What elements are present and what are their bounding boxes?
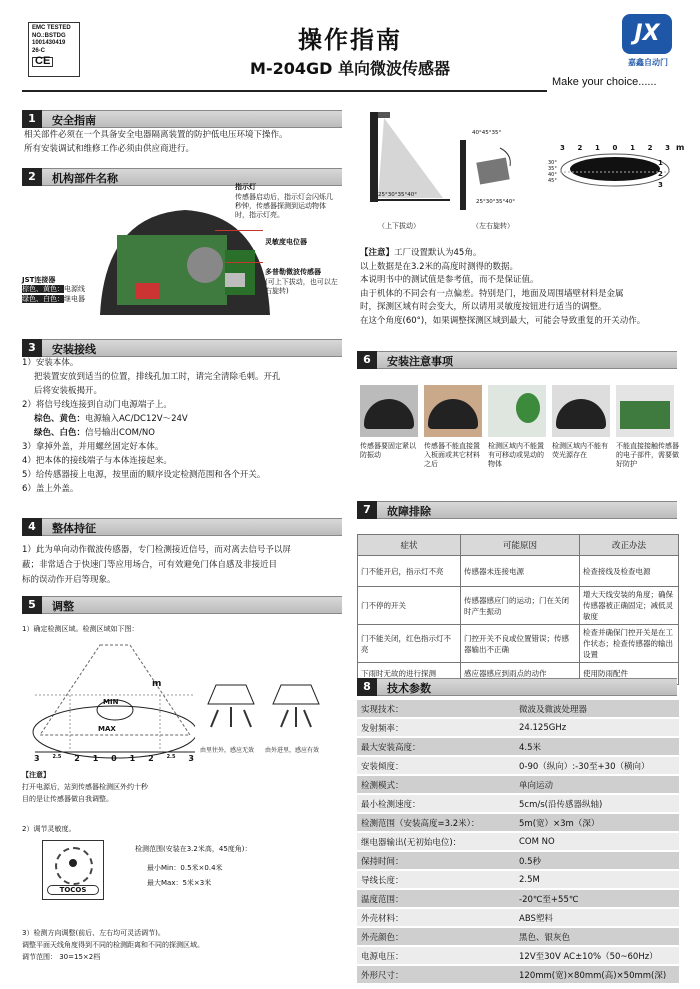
caution-image-1 — [360, 385, 418, 437]
scale-tick: 3 — [188, 754, 194, 763]
range-ellipse-diagram — [560, 152, 670, 192]
table-cell: 传感器感应门的运动；门在关闭时产生振动 — [461, 587, 580, 625]
wire-1 — [22, 285, 85, 294]
column-header: 可能原因 — [461, 535, 580, 556]
section-title: 安装注意事项 — [387, 355, 453, 368]
section-title: 机构部件名称 — [52, 172, 118, 185]
spec-row — [357, 813, 679, 832]
scale-tick: 1 — [129, 754, 136, 763]
spec-row — [357, 851, 679, 870]
note-line: 工厂设置默认为45角。 — [394, 248, 482, 258]
section-2-header — [22, 168, 342, 186]
scale-tick: 0 — [111, 754, 117, 763]
range-min: 最小Min：0.5米×0.4米 — [147, 864, 223, 872]
sensor-shape — [364, 399, 414, 429]
header-rule — [22, 90, 547, 92]
spec-key: 发射频率： — [357, 718, 515, 737]
caution-image-3 — [488, 385, 546, 437]
wire-value: 电源输入AC/DC12V～24V — [85, 414, 188, 424]
rotate-caption: （左右旋转） — [472, 222, 514, 230]
page-subtitle: M-204GD 单向微波传感器 — [250, 59, 450, 78]
sensor-shape — [556, 399, 606, 429]
spec-row — [357, 927, 679, 946]
range-max: 最大Max：5米×3米 — [147, 879, 212, 887]
table-cell: 门控开关不良或位置错误；传感器输出不正确 — [461, 625, 580, 663]
leader-line — [215, 230, 263, 231]
min-label: MIN — [103, 698, 119, 706]
adjust-step-3: 3）检测方向调整(前后、左右均可灵活调节)。 — [22, 929, 165, 937]
spec-row — [357, 965, 679, 984]
degree-mark: 30° — [548, 160, 557, 166]
table-cell: 下雨时无故的进行探测 — [358, 663, 461, 685]
pcb-shape — [620, 401, 670, 429]
column-header: 症状 — [358, 535, 461, 556]
caution-image-2 — [424, 385, 482, 437]
note-line: 由于机体的不同会有一点偏差。特别是门，地面及周围墙壁材料是金属 — [360, 288, 624, 299]
table-header-row — [358, 535, 679, 556]
text-line: 标的误动作开启等现象。 — [22, 575, 116, 585]
spec-value: 0.5秒 — [515, 851, 679, 870]
spec-key: 保持时间： — [357, 851, 515, 870]
spec-value: 单向运动 — [515, 775, 679, 794]
scale-tick: 2 — [74, 754, 80, 763]
section-number: 1 — [22, 110, 42, 128]
leader-line — [225, 262, 263, 263]
unit-m: m — [676, 143, 685, 152]
step: 3）拿掉外盖，并用螺丝固定好本体。 — [22, 442, 164, 452]
spec-row — [357, 756, 679, 775]
step: 5）给传感器接上电源，按里面的顺序设定检测范围和各个开关。 — [22, 470, 266, 480]
section-number: 2 — [22, 168, 42, 186]
scale-tick: 2 — [577, 144, 583, 152]
spec-value: 5cm/s(沿传感器纵轴) — [515, 794, 679, 813]
spec-row — [357, 718, 679, 737]
pot-label: 灵敏度电位器 — [265, 238, 307, 246]
spec-key: 继电器输出(无初始电位)： — [357, 832, 515, 851]
note-title: 【注意】 — [360, 248, 395, 258]
text-line: 所有安装调试和维修工作必须由供应商进行。 — [24, 144, 195, 154]
scale-tick: 2 — [148, 754, 154, 763]
scale-tick: 1 — [92, 754, 99, 763]
brand-name: 嘉鑫自动门 — [628, 58, 668, 67]
section-number: 4 — [22, 518, 42, 536]
spec-table — [357, 700, 679, 985]
sensor-shape — [428, 399, 478, 429]
troubleshooting-table — [357, 534, 679, 685]
section-number: 3 — [22, 339, 42, 357]
caution-caption: 传感器不能直接置入板面或其它材料之后 — [424, 442, 480, 468]
spec-key: 安装倾度： — [357, 756, 515, 775]
y-marks — [658, 158, 663, 191]
spec-key: 外壳材料： — [357, 908, 515, 927]
brand-logo: JX — [622, 14, 672, 54]
note-line: 本说明书中的测试值是参考值，而不是保证值。 — [360, 275, 539, 285]
spec-value: 0-90（纵向）:-30至+30（横向） — [515, 756, 679, 775]
section-4-header — [22, 518, 342, 536]
section-title: 技术参数 — [387, 682, 431, 695]
direction-far: 由里往外，感应无效 — [200, 747, 255, 754]
spec-row — [357, 946, 679, 965]
note-line: 打开电源后，站到传感器检测区外约十秒 — [22, 783, 148, 791]
adjust-step-3-range: 调节范围： 30=15×2档 — [22, 953, 101, 961]
table-row — [358, 587, 679, 625]
table-cell: 感应器感应到雨点的动作 — [461, 663, 580, 685]
zone-scale — [34, 754, 194, 763]
slogan: Make your choice...... — [552, 76, 657, 88]
section-title: 整体持征 — [52, 522, 96, 535]
spec-value: 微波及微波处理器 — [515, 700, 679, 718]
led-desc: 传感器启动后，指示灯会闪烁几秒钟，传感器探测到运动物体时，指示灯亮。 — [235, 193, 333, 219]
step-detail: 后将安装板揭开。 — [34, 386, 103, 396]
y-mark: 3 — [658, 181, 663, 189]
section-number: 7 — [357, 501, 377, 519]
note-line: 目的是让传感器做自我调整。 — [22, 795, 113, 803]
caution-caption: 检测区域内不能有荧光源存在 — [552, 442, 608, 459]
unit-m: m — [152, 679, 162, 689]
degree-mark: 35° — [548, 166, 557, 172]
scale-tick: 3 — [34, 754, 40, 763]
spec-key: 外壳颜色： — [357, 927, 515, 946]
table-cell: 传感器未连接电源 — [461, 556, 580, 587]
range-scale — [560, 144, 670, 152]
table-cell: 门不能开启，指示灯不亮 — [358, 556, 461, 587]
table-row — [358, 556, 679, 587]
wire-2 — [22, 295, 85, 304]
degree-mark: 40° — [548, 172, 557, 178]
rotate-angles-top: 40°45°35° — [472, 130, 502, 136]
spec-value: ABS塑料 — [515, 908, 679, 927]
spec-key: 外形尺寸： — [357, 965, 515, 984]
caution-image-5 — [616, 385, 674, 437]
wire-key: 棕色、黄色： — [34, 414, 86, 424]
wire-label: 继电器 — [64, 295, 85, 303]
rotate-angles-bottom: 25°30°35°40° — [476, 199, 515, 205]
note-title: 【注意】 — [22, 771, 50, 779]
max-label: MAX — [98, 725, 116, 733]
section-1-header — [22, 110, 342, 128]
text-line: 蔽；非常适合于快速门等应用场合，可有效避免门体自感及非接近目 — [22, 560, 278, 570]
spec-value: 4.5米 — [515, 737, 679, 756]
factory-note — [360, 247, 695, 328]
section-title: 调整 — [52, 600, 74, 613]
spec-key: 最小检测速度： — [357, 794, 515, 813]
scale-tick: 1 — [630, 144, 635, 152]
y-mark: 2 — [658, 170, 663, 178]
section-5-header — [22, 596, 342, 614]
spec-row — [357, 832, 679, 851]
spec-row — [357, 737, 679, 756]
scale-tick: 2.5 — [166, 754, 176, 760]
step: 4）把本体的接线端子与本体连接起来。 — [22, 456, 172, 466]
emc-label — [28, 22, 80, 77]
adjust-step-1: 1）确定检测区域。检测区域如下图： — [22, 625, 139, 633]
spec-value: COM NO — [515, 832, 679, 851]
section-6-header — [357, 351, 677, 369]
wire-value: 信号输出COM/NO — [85, 428, 155, 438]
spec-key: 检测范围（安装高度=3.2米）： — [357, 813, 515, 832]
section-title: 故障排除 — [387, 505, 431, 518]
doppler-desc: (可上下拔动，也可以左右旋转) — [265, 278, 338, 295]
table-row — [358, 625, 679, 663]
plant-shape — [516, 393, 540, 423]
step: 1）安装本体。 — [22, 358, 79, 368]
spec-row — [357, 908, 679, 927]
spec-value: 2.5M — [515, 870, 679, 889]
spec-value: -20℃至+55℃ — [515, 889, 679, 908]
ce-mark: CE — [32, 57, 53, 67]
wire-label: 电源线 — [64, 285, 85, 293]
section-number: 6 — [357, 351, 377, 369]
spec-value: 12V至30V AC±10%（50~60Hz） — [515, 946, 679, 965]
spec-key: 检测模式： — [357, 775, 515, 794]
scale-tick: 1 — [595, 144, 600, 152]
spec-key: 实现技术： — [357, 700, 515, 718]
spec-key: 电源电压： — [357, 946, 515, 965]
emc-line: 26-C — [32, 47, 46, 54]
note-line: 以上数据是在3.2米的高度时测得的数据。 — [360, 261, 519, 272]
direction-diagram — [196, 682, 341, 742]
adjust-step-3-detail: 调整平面天线角度得到不同的检测距离和不同的探测区域。 — [22, 941, 204, 949]
spec-value: 24.125GHz — [515, 718, 679, 737]
direction-near: 由外进里，感应有效 — [265, 747, 320, 754]
spec-key: 最大安装高度： — [357, 737, 515, 756]
sensitivity-knob[interactable] — [42, 840, 104, 900]
degree-marks — [548, 160, 557, 184]
spec-value: 120mm(宽)×80mm(高)×50mm(深) — [515, 965, 679, 984]
jst-label: JST连接器 — [22, 276, 56, 284]
wire-color: 棕色、黄色： — [22, 285, 64, 293]
doppler-label: 多普勒微波传感器 — [265, 268, 321, 276]
spec-row — [357, 870, 679, 889]
step: 2）将信号线连接到自动门电源端子上。 — [22, 400, 172, 410]
spec-key: 导线长度： — [357, 870, 515, 889]
table-cell: 增大天线安装的角度；确保传感器被正确固定；减低灵敏度 — [580, 587, 679, 625]
text-line: 相关部件必须在一个具备安全电器隔离装置的防护低电压环境下操作。 — [24, 130, 288, 140]
note-line: 时，探测区域有时会变大，所以请用灵敏度按钮进行适当的调整。 — [360, 302, 607, 312]
knob-center — [69, 859, 77, 867]
text-line: 1）此为单向动作微波传感器，专门检测接近信号，而对离去信号予以屏 — [22, 545, 291, 555]
step: 6）盖上外盖。 — [22, 484, 79, 494]
section-title: 安全指南 — [52, 114, 96, 127]
wire-key: 绿色、白色： — [34, 428, 86, 438]
column-header: 改正办法 — [580, 535, 679, 556]
spec-key: 温度范围： — [357, 889, 515, 908]
note-line: 在这个角度(60°)，如果调整探测区域到最大，可能会导致重复的开关动作。 — [360, 315, 646, 326]
table-cell: 检查并确保门控开关是在工作状态；检查传感器的输出设置 — [580, 625, 679, 663]
section-number: 8 — [357, 678, 377, 696]
knob-brand: TOCOS — [47, 885, 99, 895]
spec-value: 黑色、银灰色 — [515, 927, 679, 946]
features-text — [22, 543, 357, 588]
page-title: 操作指南 — [298, 26, 402, 54]
caution-caption: 传感器要固定紧以防振动 — [360, 442, 416, 459]
range-title: 检测范围(安装在3.2米高，45度角)： — [135, 845, 252, 853]
tilt-caption: （上下拔动） — [378, 222, 420, 230]
degree-mark: 45° — [548, 178, 557, 184]
y-mark: 1 — [658, 159, 663, 167]
table-cell: 使用防雨配件 — [580, 663, 679, 685]
caution-caption: 检测区域内不能置有可移动或晃动的物体 — [488, 442, 544, 468]
table-cell: 门不停的开关 — [358, 587, 461, 625]
section-3-header — [22, 339, 342, 357]
spec-row — [357, 775, 679, 794]
scale-tick: 3 — [665, 144, 670, 152]
install-steps — [22, 356, 352, 496]
scale-tick: 2 — [647, 144, 653, 152]
tilt-angles: 25°30°35°40° — [378, 192, 417, 198]
caution-caption: 不能直接接触传感器的电子部件，需要做好防护 — [616, 442, 679, 468]
spec-row — [357, 794, 679, 813]
spec-value: 5m(宽）×3m（深） — [515, 813, 679, 832]
spec-row — [357, 700, 679, 718]
section-7-header — [357, 501, 677, 519]
spec-row — [357, 889, 679, 908]
scale-tick: 3 — [560, 144, 565, 152]
led-label: 指示灯 — [235, 183, 256, 191]
table-cell: 门不能关闭，红色指示灯不亮 — [358, 625, 461, 663]
adjust-step-2: 2）调节灵敏度。 — [22, 825, 76, 833]
safety-text — [24, 128, 354, 156]
emc-line: 1001430419 — [32, 40, 66, 46]
table-cell: 检查接线及检查电源 — [580, 556, 679, 587]
section-8-header — [357, 678, 677, 696]
section-title: 安装接线 — [52, 343, 96, 356]
section-number: 5 — [22, 596, 42, 614]
scale-tick: 0 — [612, 144, 618, 152]
emc-line: NO.:BSTDG — [32, 32, 66, 39]
wire-color: 绿色、白色： — [22, 295, 64, 303]
scale-tick: 2.5 — [52, 754, 62, 760]
caution-image-4 — [552, 385, 610, 437]
emc-line: EMC TESTED — [32, 25, 71, 31]
step-detail: 把装置安放到适当的位置，排线孔加工时，请完全清除毛刺。开孔 — [34, 372, 281, 382]
